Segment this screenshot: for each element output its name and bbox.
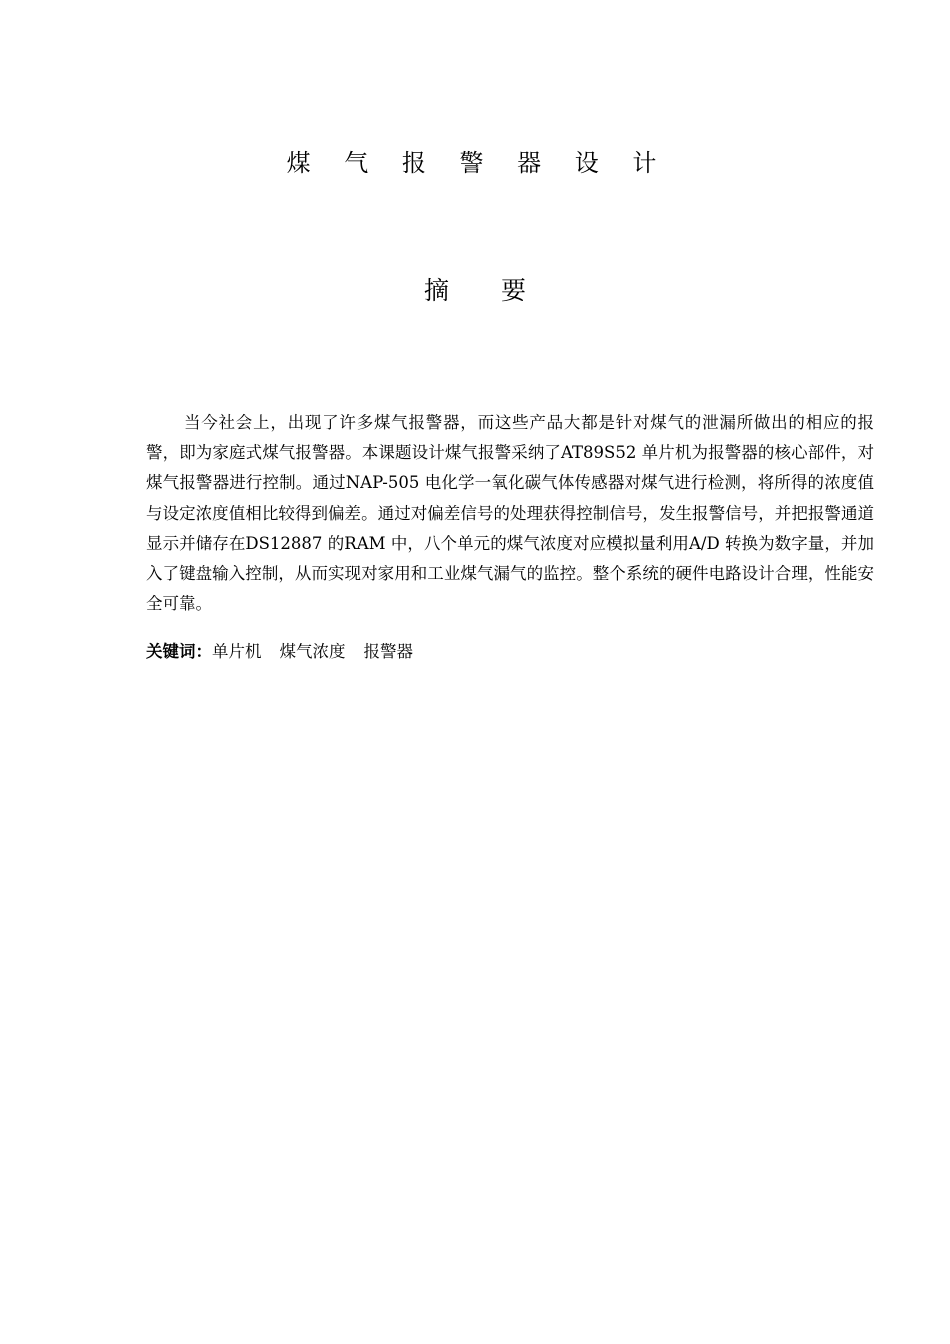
- abstract-heading: [0, 274, 950, 308]
- keywords-label: 关键词：: [146, 642, 212, 661]
- keyword-item: 报警器: [363, 642, 413, 661]
- abstract-heading-char-1: 摘: [423, 276, 449, 305]
- keywords-line: [146, 637, 874, 667]
- abstract-paragraph: 当今社会上，出现了许多煤气报警器，而这些产品大都是针对煤气的泄漏所做出的相应的报警，即为家庭式煤气报警器。本课题设计煤气报警采纳了AT89S52 单片机为报警器的核心部件，对煤气报警器进行控制。通过NAP-505 电化学一氧化碳气体传感器对煤气进行检测，将所得的浓度值与设定浓度值相比较得到偏差。通过对偏差信号的处理获得控制信号，发生报警信号，并把报警通道显示并储存在DS12887 的RAM 中，八个单元的煤气浓度对应模拟量利用A/D 转换为数字量，并加入了键盘输入控制，从而实现对家用和工业煤气漏气的监控。整个系统的硬件电路设计合理，性能安全可靠。: [146, 413, 874, 614]
- document-title: 煤 气 报 警 器 设 计: [286, 149, 670, 177]
- abstract-heading-char-2: 要: [501, 276, 527, 305]
- keyword-item: 单片机: [212, 642, 262, 661]
- keyword-item: 煤气浓度: [279, 642, 346, 661]
